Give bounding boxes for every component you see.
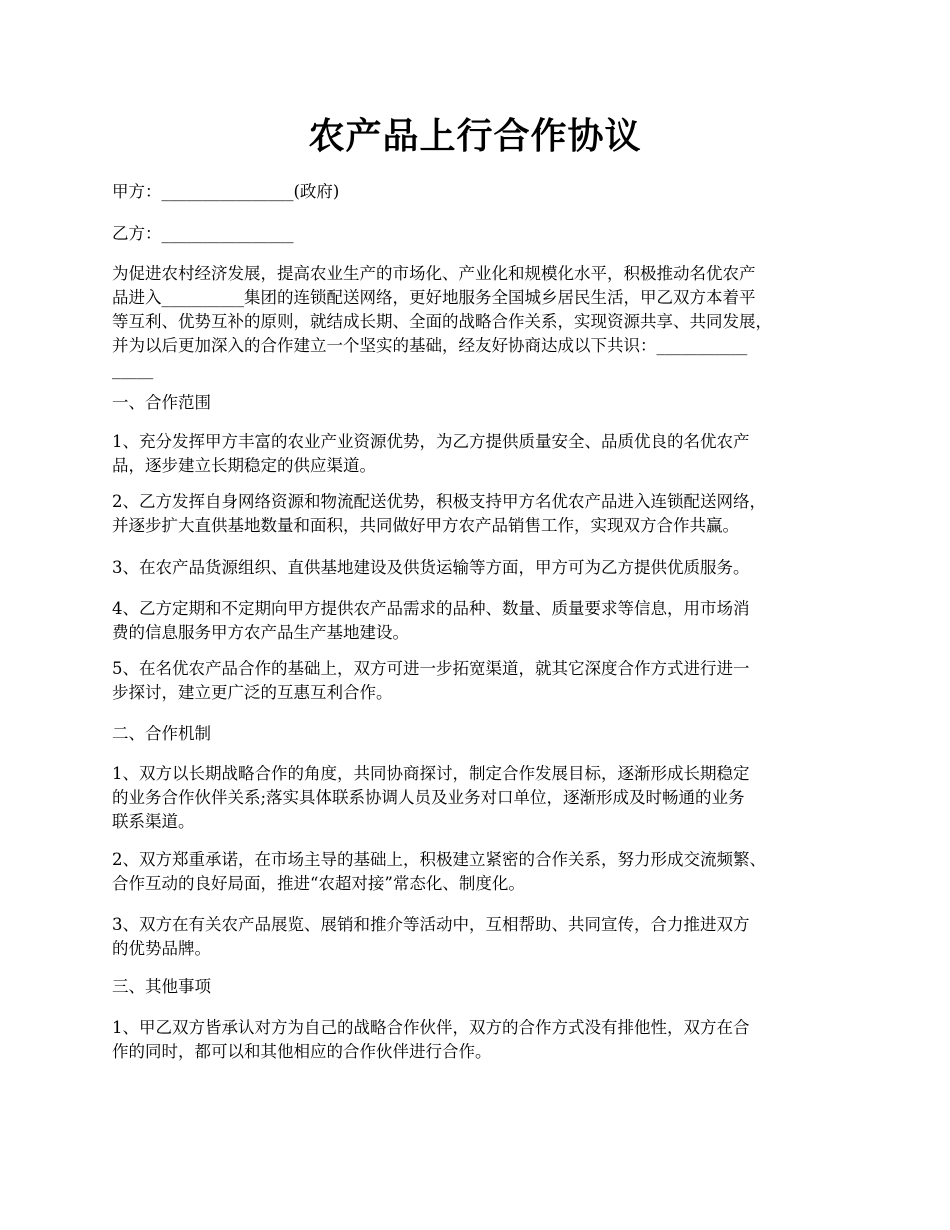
paragraph-line: 1、充分发挥甲方丰富的农业产业资源优势，为乙方提供质量安全、品质优良的名优农产 <box>112 432 750 451</box>
intro-line: 并为以后更加深入的合作建立一个坚实的基础，经友好协商达成以下共识：___________ <box>112 336 748 355</box>
scope-item-2 <box>112 490 850 538</box>
paragraph-line: 的业务合作伙伴关系;落实具体联系协调人员及业务对口单位，逐渐形成及时畅通的业务 <box>112 788 745 807</box>
scope-item-1 <box>112 430 850 478</box>
section-heading-mechanism <box>112 722 850 746</box>
paragraph-line: 1、甲乙双方皆承认对方为自己的战略合作伙伴，双方的合作方式没有排他性，双方在合 <box>112 1018 750 1037</box>
paragraph-line: 2、乙方发挥自身网络资源和物流配送优势，积极支持甲方名优农产品进入连锁配送网络， <box>112 492 766 511</box>
party-b-text: 乙方：________________ <box>112 224 294 243</box>
scope-item-3 <box>112 556 850 580</box>
document-title: 农产品上行合作协议 <box>308 115 642 157</box>
paragraph-line: 并逐步扩大直供基地数量和面积，共同做好甲方农产品销售工作，实现双方合作共赢。 <box>112 516 739 535</box>
scope-item-4 <box>112 597 850 645</box>
mechanism-item-3 <box>112 913 850 961</box>
other-item-1 <box>112 1016 850 1064</box>
intro-line: _____ <box>112 360 154 379</box>
paragraph-line: 3、在农产品货源组织、直供基地建设及供货运输等方面，甲方可为乙方提供优质服务。 <box>112 558 750 577</box>
section-heading-text: 一、合作范围 <box>112 393 211 412</box>
section-heading-text: 三、其他事项 <box>112 977 211 996</box>
paragraph-line: 步探讨，建立更广泛的互惠互利合作。 <box>112 683 393 702</box>
intro-paragraph <box>112 262 850 382</box>
intro-line: 品进入__________集团的连锁配送网络，更好地服务全国城乡居民生活，甲乙双方本着平 <box>112 288 756 307</box>
party-a-line <box>112 180 850 204</box>
paragraph-line: 的优势品牌。 <box>112 939 211 958</box>
mechanism-item-2 <box>112 848 850 896</box>
scope-item-5 <box>112 657 850 705</box>
paragraph-line: 费的信息服务甲方农产品生产基地建设。 <box>112 623 409 642</box>
section-heading-scope <box>112 391 850 415</box>
paragraph-line: 2、双方郑重承诺，在市场主导的基础上，积极建立紧密的合作关系，努力形成交流频繁、 <box>112 850 766 869</box>
paragraph-line: 4、乙方定期和不定期向甲方提供农产品需求的品种、数量、质量要求等信息，用市场消 <box>112 599 750 618</box>
paragraph-line: 联系渠道。 <box>112 812 195 831</box>
paragraph-line: 品，逐步建立长期稳定的供应渠道。 <box>112 456 376 475</box>
intro-line: 为促进农村经济发展，提高农业生产的市场化、产业化和规模化水平，积极推动名优农产 <box>112 264 756 283</box>
section-heading-other <box>112 975 850 999</box>
intro-line: 等互利、优势互补的原则，就结成长期、全面的战略合作关系，实现资源共享、共同发展， <box>112 312 772 331</box>
paragraph-line: 作的同时，都可以和其他相应的合作伙伴进行合作。 <box>112 1042 492 1061</box>
paragraph-line: 3、双方在有关农产品展览、展销和推介等活动中，互相帮助、共同宣传，合力推进双方 <box>112 915 750 934</box>
paragraph-line: 5、在名优农产品合作的基础上，双方可进一步拓宽渠道，就其它深度合作方式进行进一 <box>112 659 750 678</box>
paragraph-line: 合作互动的良好局面，推进“农超对接”常态化、制度化。 <box>112 874 525 893</box>
mechanism-item-1 <box>112 762 850 834</box>
section-heading-text: 二、合作机制 <box>112 724 211 743</box>
paragraph-line: 1、双方以长期战略合作的角度，共同协商探讨，制定合作发展目标，逐渐形成长期稳定 <box>112 764 750 783</box>
party-a-text: 甲方：________________(政府) <box>112 182 340 201</box>
party-b-line <box>112 222 850 246</box>
